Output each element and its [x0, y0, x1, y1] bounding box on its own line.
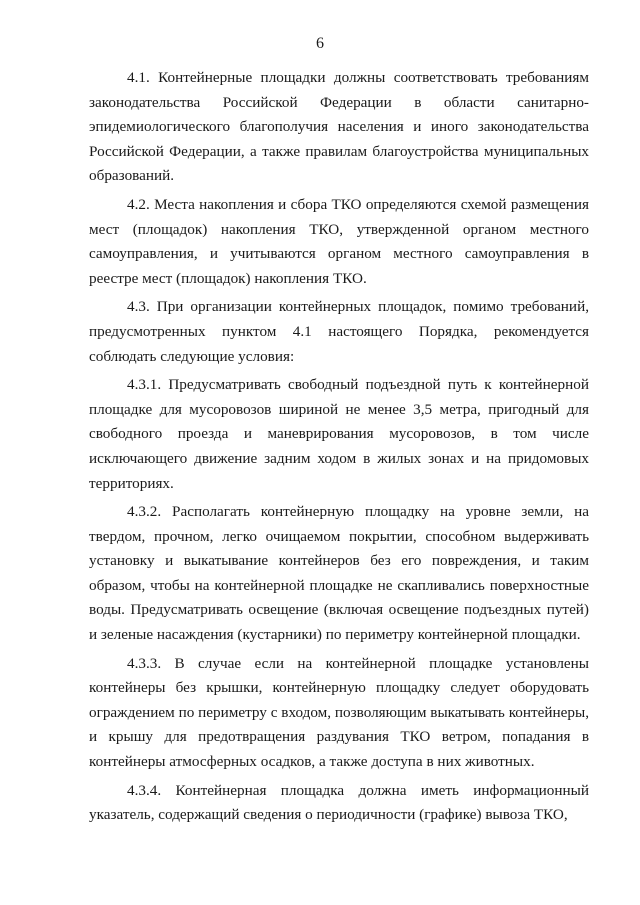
document-body [89, 66, 589, 832]
page-number: 6 [316, 35, 324, 52]
paragraph-4-3-3: 4.3.3. В случае если на контейнерной площадке установлены контейнеры без крышки, контейнерную площадку следует оборудовать ограждением по периметру с входом, позволяющим выкатывать контейнеры, и крышу для предотвращения раздувания ТКО ветром, попадания в контейнеры атмосферных осадков, а также доступа в них животных. [89, 654, 589, 771]
paragraph-4-3-1: 4.3.1. Предусматривать свободный подъездной путь к контейнерной площадке для мусоровозов шириной не менее 3,5 метра, пригодный для свободного проезда и маневрирования мусоровозов, в том числе исключающего движение задним ходом в жилых зонах и на придомовых территориях. [89, 376, 589, 492]
paragraph-4-3: 4.3. При организации контейнерных площадок, помимо требований, предусмотренных пунктом 4.1 настоящего Порядка, рекомендуется соблюдать следующие условия: [89, 298, 589, 365]
paragraph-4-3-2: 4.3.2. Располагать контейнерную площадку на уровне земли, на твердом, прочном, легко очищаемом покрытии, способном выдерживать установку и выкатывание контейнеров без его повреждения, и таким образом, чтобы на контейнерной площадке не скапливались поверхностные воды. Предусматривать освещение (включая освещение подъездных путей) и зеленые насаждения (кустарники) по периметру контейнерной площадки. [89, 503, 589, 644]
paragraph-4-3-4: 4.3.4. Контейнерная площадка должна иметь информационный указатель, содержащий сведения о периодичности (графике) вывоза ТКО, [89, 781, 589, 824]
paragraph-4-1: 4.1. Контейнерные площадки должны соответствовать требованиям законодательства Российской Федерации в области санитарно-эпидемиологического благополучия населения и иного законодательства Российской Федерации, а также правилам благоустройства муниципальных образований. [89, 69, 589, 185]
paragraph-4-2: 4.2. Места накопления и сбора ТКО определяются схемой размещения мест (площадок) накопления ТКО, утвержденной органом местного самоуправления, и учитываются органом местного самоуправления в реестре мест (площадок) накопления ТКО. [89, 195, 589, 287]
